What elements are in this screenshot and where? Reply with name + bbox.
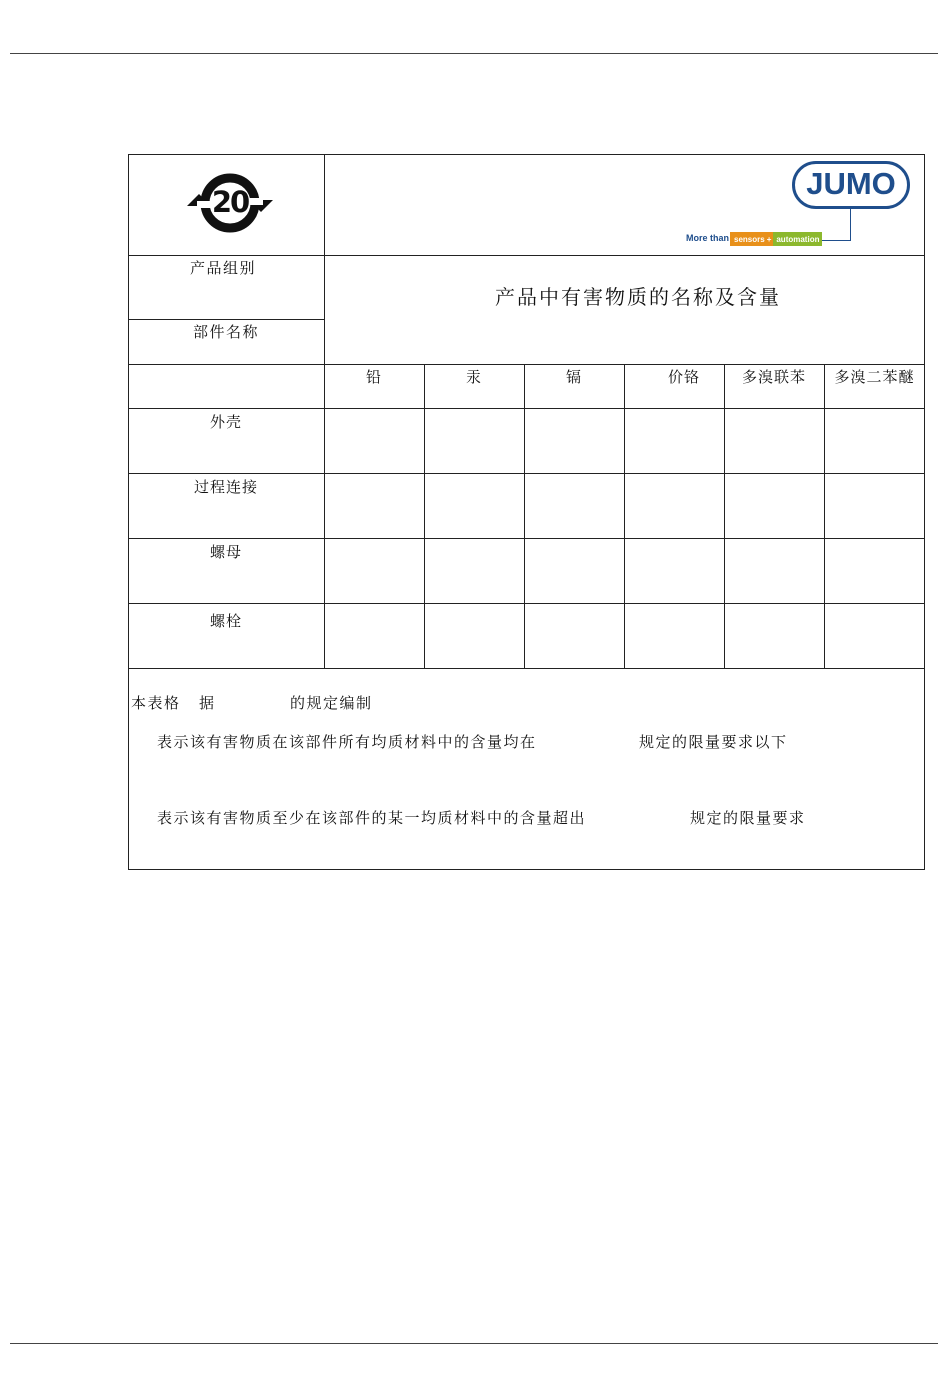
tagline-plus: + [767,232,774,246]
row-label-housing: 外壳 [209,413,242,431]
column-header-mercury: 汞 [465,368,482,386]
rohs-logo-number: 20 [211,185,249,219]
page-title: 产品中有害物质的名称及含量 [495,285,781,309]
row-divider [128,538,925,539]
footer-rule [10,1343,938,1344]
col-divider [524,364,525,668]
row-divider [128,603,925,604]
basis-suffix: 的规定编制 [290,694,373,712]
col-divider [724,364,725,668]
column-header-pbb: 多溴联苯 [741,368,806,386]
row-divider [128,473,925,474]
column-header-lead: 铅 [365,368,382,386]
column-header-pbde: 多溴二苯醚 [834,368,915,386]
part-name-label: 部件名称 [193,323,260,341]
row-label-bolt: 螺栓 [209,612,242,630]
col-divider [324,154,325,668]
tagline-sensors: sensors [730,232,767,246]
jumo-tagline-prefix: More than [686,233,730,243]
rohs-20-logo [183,166,277,240]
note-exceeds-limit-suffix: 规定的限量要求 [690,809,806,827]
column-header-cadmium: 镉 [565,368,582,386]
col-divider [424,364,425,668]
row-divider [128,364,925,365]
row-label-process-connection: 过程连接 [193,478,258,496]
row-divider [128,319,325,320]
tagline-automation: automation [773,232,822,246]
jumo-logo [792,161,910,209]
header-rule [10,53,938,54]
product-group-label: 产品组别 [190,259,257,277]
jumo-logo-connector [818,240,851,241]
row-label-nut: 螺母 [209,543,242,561]
column-header-chromium: 价铬 [667,368,700,386]
row-divider [128,255,925,256]
row-divider [128,408,925,409]
note-below-limit-suffix: 规定的限量要求以下 [639,733,788,751]
basis-prefix: 本表格 [131,694,181,712]
basis-by: 据 [199,694,216,712]
col-divider [624,364,625,668]
note-exceeds-limit: 表示该有害物质至少在该部件的某一均质材料中的含量超出 [157,809,587,827]
note-below-limit: 表示该有害物质在该部件所有均质材料中的含量均在 [157,733,537,751]
col-divider [824,364,825,668]
jumo-logo-connector [850,209,851,240]
jumo-logo-text: JUMO [806,166,896,201]
row-divider [128,668,925,669]
jumo-tagline-badge [730,232,820,246]
